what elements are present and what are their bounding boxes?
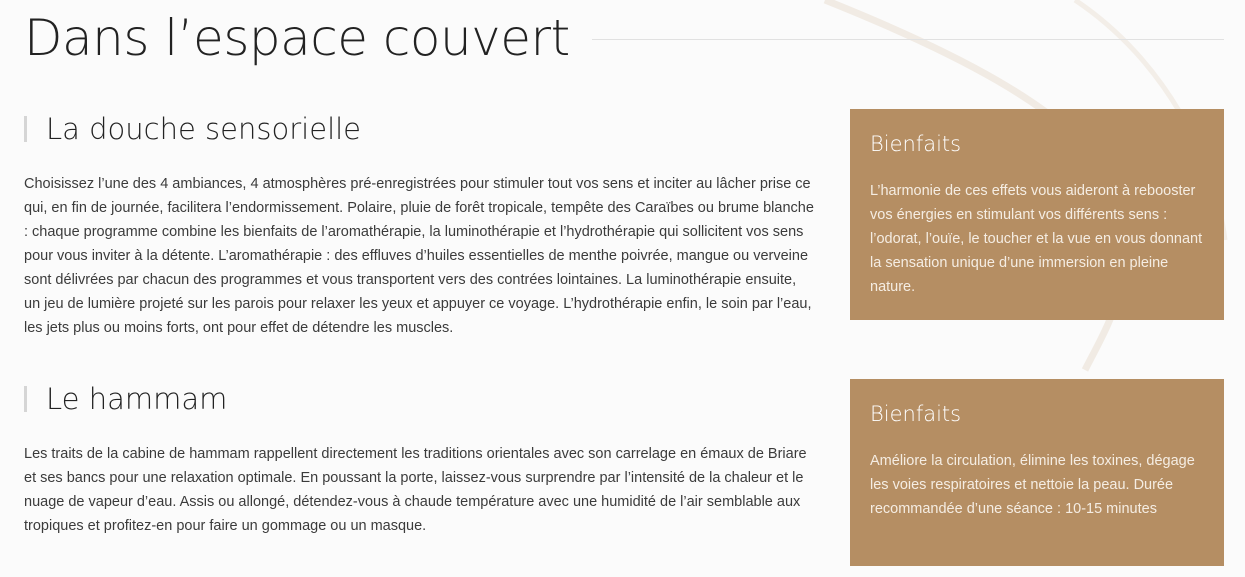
section-title: La douche sensorielle — [46, 112, 362, 146]
section-douche-sensorielle — [24, 114, 814, 340]
title-divider — [592, 39, 1224, 40]
section-title: Le hammam — [46, 382, 228, 416]
page-header — [24, 6, 1224, 70]
page-title: Dans l’espace couvert — [24, 9, 570, 67]
section-description: Choisissez l’une des 4 ambiances, 4 atmosphères pré-enregistrées pour stimuler tout vos sens et inciter au lâcher prise ce qui, en fin de journée, facilitera l’endormissement. Polaire, pluie de forêt tropicale, tempête des Caraïbes ou brume blanche : chaque programme combine les bienfaits de l’aromathérapie, la luminothérapie et l’hydrothérapie qui sollicitent vos sens pour vous inviter à la détente. L’aromathérapie : des effluves d’huiles essentielles de menthe poivrée, mangue ou verveine sont délivrées par chacun des programmes et vous transportent vers des contrées lointaines. La luminothérapie ensuite, un jeu de lumière projeté sur les parois pour relaxer les yeux et appuyer ce voyage. L’hydrothérapie enfin, le soin par l’eau, les jets plus ou moins forts, ont pour effet de détendre les muscles. — [24, 176, 814, 336]
benefits-text: L’harmonie de ces effets vous aideront à rebooster vos énergies en stimulant vos différents sens : l’odorat, l’ouïe, le toucher et la vue en vous donnant la sensation unique d’une immersion en pleine nature. — [870, 183, 1203, 295]
heading-accent-bar — [24, 386, 27, 412]
section-hammam — [24, 384, 814, 538]
section-description: Les traits de la cabine de hammam rappellent directement les traditions orientales avec son carrelage en émaux de Briare et ses bancs pour une relaxation optimale. En poussant la porte, laissez-vous surprendre par l’intensité de la chaleur et le nuage de vapeur d’eau. Assis ou allongé, détendez-vous à chaude température avec une humidité de l’air semblable aux tropiques et profitez-en pour faire un gommage ou un masque. — [24, 446, 807, 534]
section-heading — [24, 114, 814, 144]
section-heading — [24, 384, 814, 414]
benefits-box-hammam — [850, 379, 1224, 566]
benefits-box-douche — [850, 109, 1224, 320]
benefits-title: Bienfaits — [870, 132, 962, 156]
heading-accent-bar — [24, 116, 27, 142]
benefits-title: Bienfaits — [870, 402, 962, 426]
benefits-text: Améliore la circulation, élimine les toxines, dégage les voies respiratoires et nettoie la peau. Durée recommandée d’une séance : 10-15 minutes — [870, 453, 1195, 517]
